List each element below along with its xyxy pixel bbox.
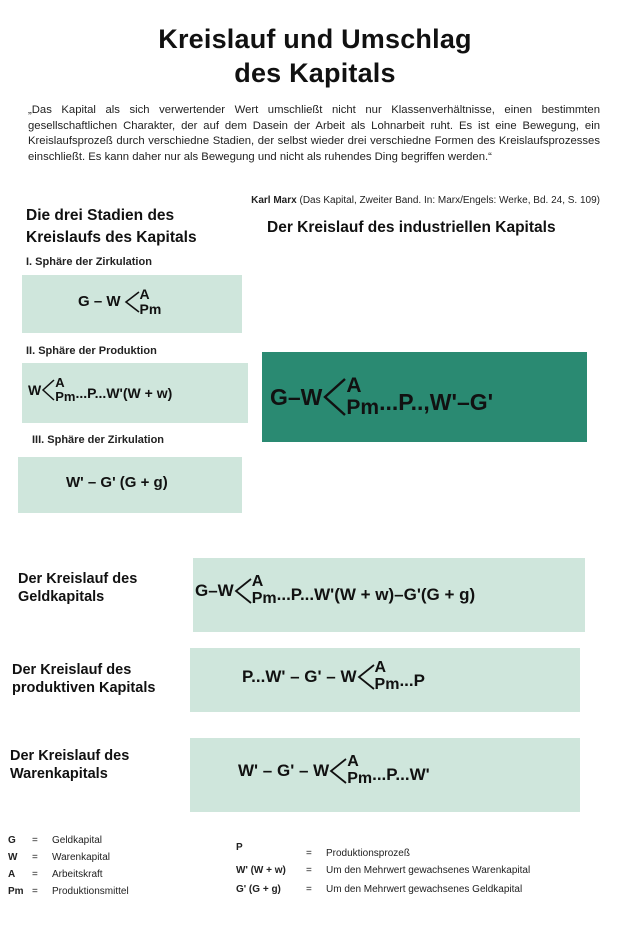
circuit-productive-box: [190, 648, 580, 712]
legend-symbol: A: [8, 869, 16, 880]
quote-citation: (Das Kapital, Zweiter Band. In: Marx/Engels: Werke, Bd. 24, S. 109): [299, 195, 600, 206]
sphere3-label: III. Sphäre der Zirkulation: [32, 434, 165, 446]
industrial-formula-post: ...P..,W'–G': [379, 389, 494, 415]
marx-quote: „Das Kapital als sich verwertender Wert umschließt nicht nur Klassenverhältnisse, einen bestimmten gesellschaftlichen Charakter, der auf dem Dasein der Arbeit als Lohnarbeit ruht. Es ist eine Bewegung, ein Kreislaufsprozeß durch verschiedne Stadien, der selbst wieder drei verschiedne Formen des Kreislaufsprozesses einschließt. Es kann daher nur als Bewegung und nicht als ruhendes Ding begriffen werden.“: [28, 104, 600, 163]
industrial-box: [262, 352, 587, 442]
circuit-productive-label-line1: Der Kreislauf des: [12, 662, 132, 678]
circuit-productive-formula-post: ...P: [399, 670, 425, 690]
circuit-productive-formula-pre: P...W' – G' – W: [242, 666, 357, 686]
legend-item: [236, 882, 566, 897]
legend-item: [8, 849, 129, 866]
legend-right: [236, 840, 566, 897]
circuit-commodity-box: [190, 738, 580, 812]
sphere1-label: I. Sphäre der Zirkulation: [26, 256, 152, 268]
legend-item: [236, 840, 566, 861]
circuit-commodity-label: [10, 747, 129, 783]
legend-item: [8, 832, 129, 849]
sphere2-label: II. Sphäre der Produktion: [26, 345, 157, 357]
fork-top: A: [346, 373, 362, 397]
circuit-money-label-line2: Geldkapitals: [18, 589, 105, 605]
fork-top: A: [251, 573, 264, 590]
quote-source: [251, 195, 600, 206]
legend-symbol: W: [8, 852, 18, 863]
sphere2-box: [22, 363, 248, 423]
stages-heading-line1: Die drei Stadien des: [26, 207, 175, 224]
sphere1-box: [22, 275, 242, 333]
legend-eq: =: [32, 835, 38, 846]
fork-top: A: [139, 286, 150, 302]
industrial-formula-pre: G–W: [270, 383, 323, 410]
sphere2-formula: [28, 376, 172, 403]
circuit-money-formula-pre: G–W: [195, 580, 234, 600]
circuit-money-formula-post: ...P...W'(W + w)–G'(G + g): [276, 584, 476, 604]
stages-heading-line2: Kreislaufs des Kapitals: [26, 229, 197, 246]
legend-eq: =: [32, 852, 38, 863]
legend-item: [8, 883, 129, 900]
legend-eq: =: [306, 848, 312, 859]
sphere2-formula-post: ...P...W'(W + w): [75, 385, 173, 402]
legend-symbol: Pm: [8, 886, 24, 897]
circuit-commodity-label-line1: Der Kreislauf des: [10, 748, 130, 764]
circuit-commodity-formula-post: ...P...W': [372, 764, 430, 784]
legend-desc: Um den Mehrwert gewachsenes Warenkapital: [326, 865, 531, 876]
circuit-money-label-line1: Der Kreislauf des: [18, 571, 138, 587]
stages-heading: [26, 205, 197, 249]
legend-desc: Um den Mehrwert gewachsenes Geldkapital: [326, 884, 523, 895]
circuit-productive-label-line2: produktiven Kapitals: [12, 680, 156, 696]
legend-desc: Produktionsmittel: [52, 886, 129, 897]
legend-desc: Warenkapital: [52, 852, 110, 863]
legend-symbol: G' (G + g): [236, 884, 281, 895]
sphere1-formula: [78, 287, 161, 316]
legend-eq: =: [32, 886, 38, 897]
fork-bracket-icon: [329, 755, 347, 787]
legend-eq: =: [306, 884, 312, 895]
fork-bracket-icon: [322, 374, 346, 420]
sphere3-formula: W' – G' (G + g): [66, 474, 168, 491]
fork-top: A: [347, 753, 359, 770]
fork-bottom: Pm: [139, 300, 162, 317]
circuit-productive-formula: [242, 660, 425, 694]
page-title: [0, 22, 630, 90]
circuit-commodity-formula: [238, 754, 430, 788]
legend-desc: Geldkapital: [52, 835, 103, 846]
fork-bracket-icon: [234, 575, 252, 607]
legend-item: [236, 863, 566, 878]
industrial-heading: Der Kreislauf des industriellen Kapitals: [267, 219, 556, 236]
fork-bottom: Pm: [346, 396, 380, 419]
legend-desc: Arbeitskraft: [52, 869, 103, 880]
legend-eq: =: [306, 865, 312, 876]
legend-symbol: P: [236, 842, 243, 853]
fork-bracket-icon: [357, 661, 375, 693]
circuit-commodity-label-line2: Warenkapitals: [10, 766, 108, 782]
circuit-money-formula: [195, 574, 475, 608]
fork-bottom: Pm: [251, 589, 277, 607]
sphere1-formula-pre: G – W: [78, 293, 121, 311]
fork-bracket-icon: [124, 289, 140, 315]
quote-author: Karl Marx: [251, 195, 297, 206]
title-line2: des Kapitals: [234, 58, 396, 88]
fork-bracket-icon: [41, 377, 55, 403]
fork-bottom: Pm: [347, 769, 373, 787]
circuit-commodity-formula-pre: W' – G' – W: [238, 760, 330, 780]
fork-top: A: [55, 375, 65, 390]
legend-eq: =: [32, 869, 38, 880]
industrial-formula: [270, 374, 493, 420]
legend-item: [8, 866, 129, 883]
sphere2-formula-pre: W: [28, 381, 42, 398]
circuit-money-box: [193, 558, 585, 632]
legend-symbol: W' (W + w): [236, 865, 286, 876]
circuit-money-label: [18, 570, 137, 606]
legend-desc: Produktionsprozeß: [326, 848, 410, 859]
title-line1: Kreislauf und Umschlag: [158, 24, 472, 54]
circuit-productive-label: [12, 661, 155, 697]
fork-bottom: Pm: [374, 675, 400, 693]
fork-bottom: Pm: [55, 388, 76, 404]
legend-symbol: G: [8, 835, 16, 846]
fork-top: A: [374, 659, 387, 676]
legend-left: [8, 832, 129, 900]
sphere3-box: [18, 457, 242, 513]
